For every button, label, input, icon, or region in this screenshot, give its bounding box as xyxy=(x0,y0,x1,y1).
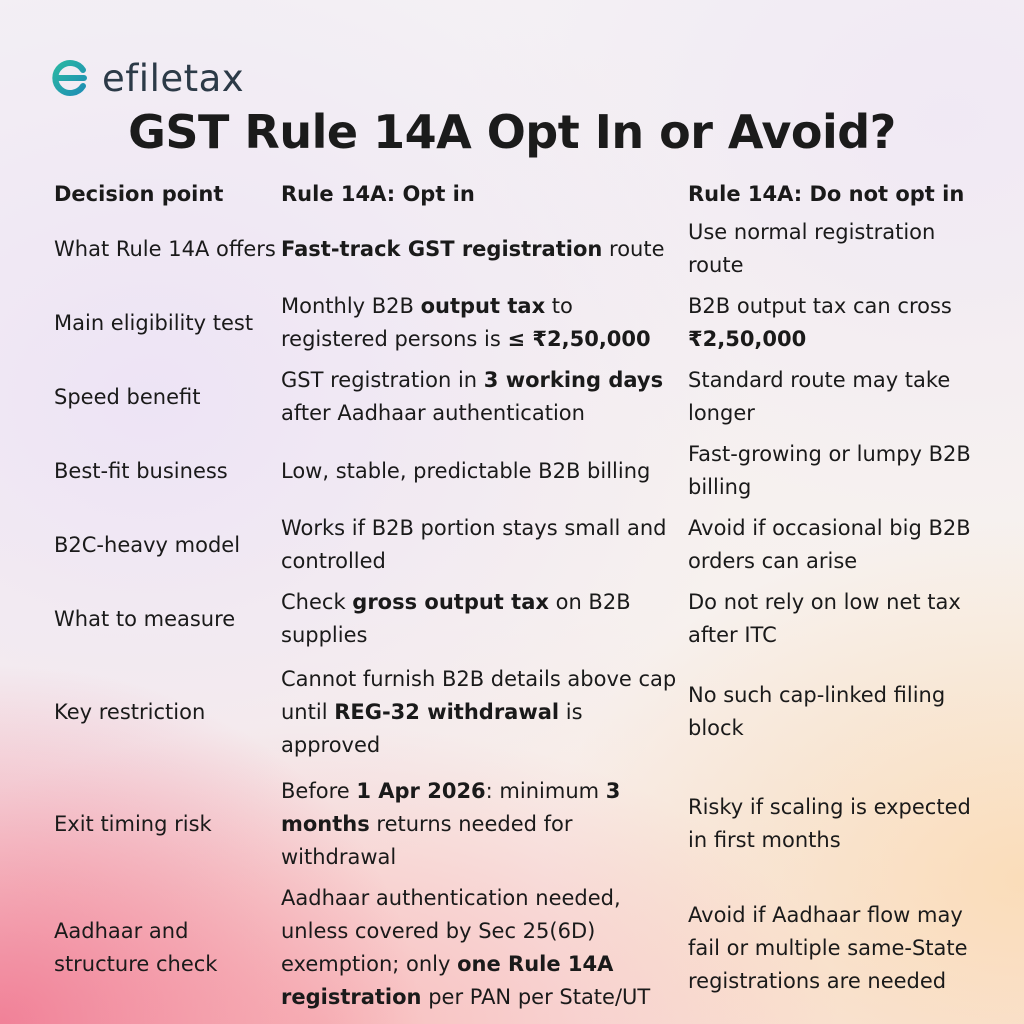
plain-text: per PAN per State/UT xyxy=(421,985,651,1009)
plain-text: GST registration in xyxy=(281,368,484,392)
plain-text: Cannot furnish B2B details above cap until xyxy=(281,666,677,724)
decision-point-text: What to measure xyxy=(54,606,236,631)
opt-in-cell xyxy=(281,880,681,1016)
opt-out-cell xyxy=(688,880,984,1016)
plain-text: on B2B supplies xyxy=(281,590,631,647)
decision-point-text: Aadhaar and structure check xyxy=(54,919,218,976)
decision-point-cell xyxy=(54,360,276,434)
opt-in-cell xyxy=(281,508,681,582)
opt-out-cell xyxy=(688,360,984,434)
opt-out-text: Do not rely on low net tax after ITC xyxy=(688,590,961,647)
opt-out-cell xyxy=(688,434,984,508)
decision-point-text: Main eligibility test xyxy=(54,310,254,335)
table-row xyxy=(54,360,984,434)
opt-in-text xyxy=(281,455,650,488)
table-row xyxy=(54,880,984,1016)
bold-text: gross output tax xyxy=(352,590,549,614)
plain-text: is approved xyxy=(281,699,583,757)
decision-point-cell xyxy=(54,656,276,768)
opt-in-cell xyxy=(281,360,681,434)
plain-text: Works if B2B portion stays small and controlled xyxy=(281,516,667,573)
table-row xyxy=(54,656,984,768)
header-opt-out: Rule 14A: Do not opt in xyxy=(688,181,965,206)
opt-in-text xyxy=(281,775,681,874)
plain-text: after Aadhaar authentication xyxy=(281,401,585,425)
opt-out-cell xyxy=(688,508,984,582)
opt-in-text xyxy=(281,512,681,578)
opt-out-cell xyxy=(688,656,984,768)
plain-text: to registered persons is xyxy=(281,294,573,351)
opt-in-text xyxy=(281,364,681,430)
e-logo-icon xyxy=(50,58,90,98)
opt-in-text xyxy=(281,233,665,266)
decision-point-cell xyxy=(54,212,276,286)
decision-point-text: Speed benefit xyxy=(54,384,201,409)
opt-out-text: Avoid if occasional big B2B orders can arise xyxy=(688,516,971,573)
decision-point-cell xyxy=(54,508,276,582)
table-row xyxy=(54,212,984,286)
bold-text: ≤ ₹2,50,000 xyxy=(507,327,651,351)
opt-in-cell xyxy=(281,434,681,508)
opt-out-text: Avoid if Aadhaar flow may fail or multiple same-State registrations are needed xyxy=(688,902,968,993)
decision-point-cell xyxy=(54,768,276,880)
table-row xyxy=(54,434,984,508)
opt-in-text xyxy=(281,586,681,652)
plain-text: Monthly B2B xyxy=(281,294,421,318)
plain-text: returns needed for withdrawal xyxy=(281,811,573,869)
plain-text: Check xyxy=(281,590,353,614)
plain-text: Before xyxy=(281,778,357,803)
decision-point-text: Key restriction xyxy=(54,699,206,724)
plain-text: route xyxy=(602,236,665,261)
opt-in-text xyxy=(281,882,681,1014)
bold-text: REG-32 withdrawal xyxy=(334,699,560,724)
opt-in-cell xyxy=(281,656,681,768)
opt-out-text: Standard route may take longer xyxy=(688,368,951,425)
opt-out-text: Fast-growing or lumpy B2B billing xyxy=(688,442,971,499)
opt-in-cell xyxy=(281,582,681,656)
opt-out-text: Risky if scaling is expected in first months xyxy=(688,795,971,852)
header-decision-point: Decision point xyxy=(54,181,224,206)
decision-point-text: Best-fit business xyxy=(54,458,228,483)
header-opt-in: Rule 14A: Opt in xyxy=(281,181,475,206)
page-title: GST Rule 14A Opt In or Avoid? xyxy=(128,105,896,159)
table-row xyxy=(54,508,984,582)
plain-text: : minimum xyxy=(485,778,606,803)
table-row xyxy=(54,582,984,656)
decision-point-text: B2C-heavy model xyxy=(54,532,241,557)
brand-name: efiletax xyxy=(102,56,245,100)
decision-point-text: What Rule 14A offers xyxy=(54,236,276,261)
opt-out-text: Use normal registration route xyxy=(688,220,936,277)
decision-point-cell xyxy=(54,880,276,1016)
plain-text: Low, stable, predictable B2B billing xyxy=(281,458,651,483)
plain-text: Aadhaar authentication needed, unless covered by Sec 25(6D) exemption; only xyxy=(281,886,621,976)
opt-in-text xyxy=(281,290,681,356)
opt-out-text xyxy=(688,290,984,356)
table-header-row xyxy=(54,176,984,212)
opt-out-cell xyxy=(688,212,984,286)
decision-point-cell xyxy=(54,582,276,656)
bold-text: 3 months xyxy=(281,778,621,836)
decision-point-cell xyxy=(54,286,276,360)
table-row xyxy=(54,286,984,360)
opt-in-cell xyxy=(281,286,681,360)
bold-text: one Rule 14A registration xyxy=(281,952,614,1009)
bold-text: output tax xyxy=(420,294,546,318)
opt-out-cell xyxy=(688,768,984,880)
plain-text: B2B output tax can cross xyxy=(688,294,952,318)
opt-out-cell xyxy=(688,582,984,656)
bold-text: ₹2,50,000 xyxy=(688,327,807,351)
decision-point-text: Exit timing risk xyxy=(54,811,212,836)
bold-text: Fast-track GST registration xyxy=(281,236,603,261)
bold-text: 1 Apr 2026 xyxy=(356,778,486,803)
opt-out-text: No such cap-linked filing block xyxy=(688,683,946,740)
decision-point-cell xyxy=(54,434,276,508)
table-row xyxy=(54,768,984,880)
opt-in-text xyxy=(281,663,681,762)
brand-logo xyxy=(50,58,244,98)
bold-text: 3 working days xyxy=(483,368,664,392)
opt-out-cell xyxy=(688,286,984,360)
opt-in-cell xyxy=(281,212,681,286)
opt-in-cell xyxy=(281,768,681,880)
